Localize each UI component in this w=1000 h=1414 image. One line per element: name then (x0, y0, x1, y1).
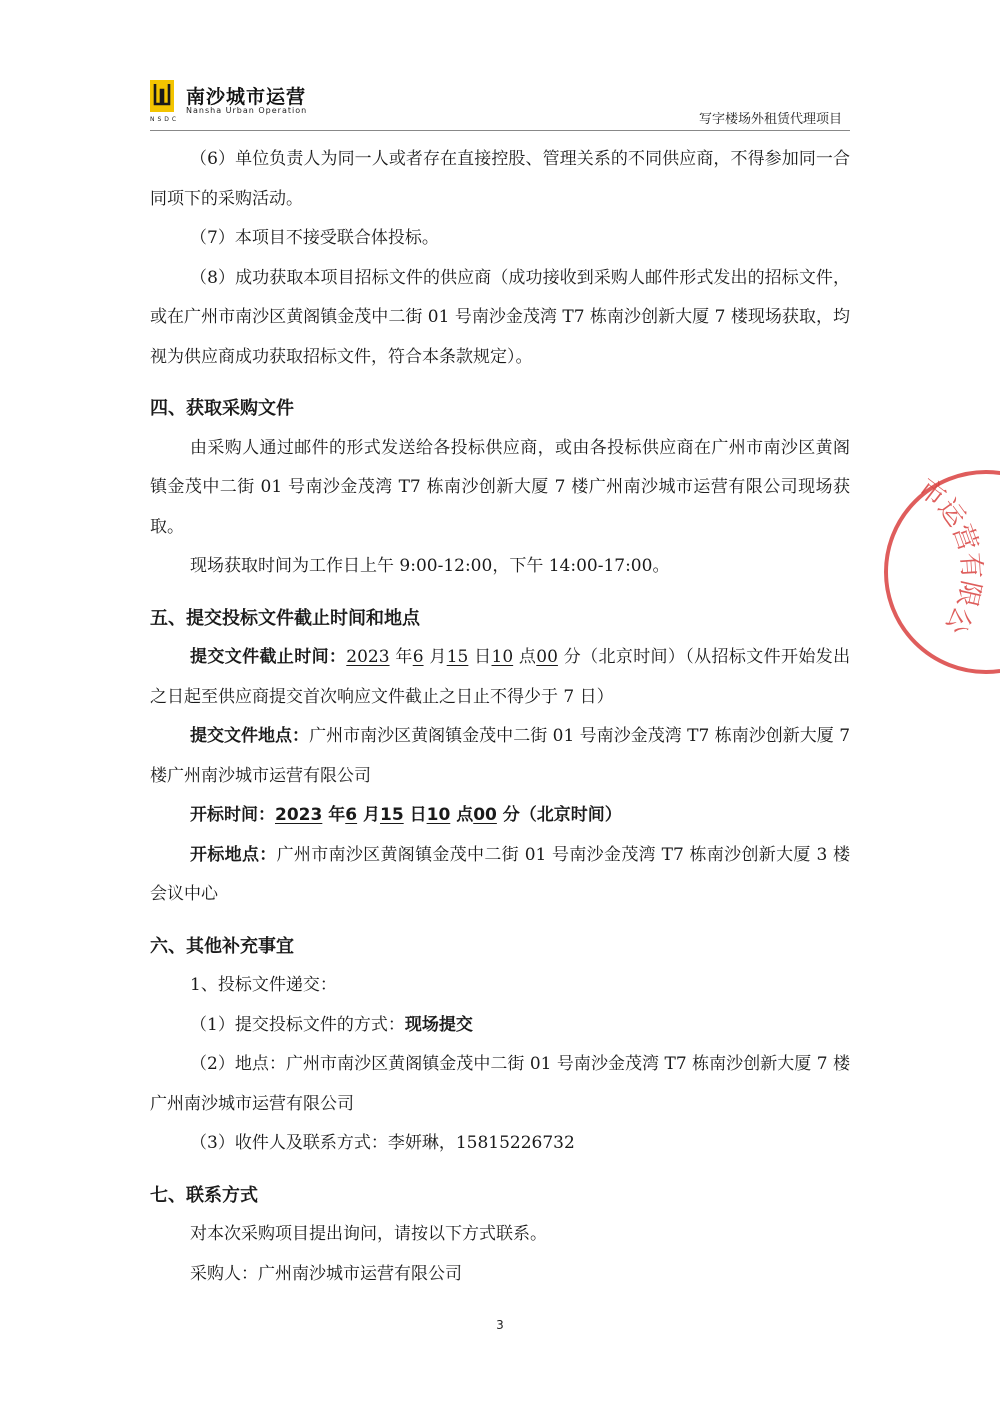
location-paragraph (150, 717, 850, 796)
opening-location-text: 广州市南沙区黄阁镇金茂中二街 01 号南沙金茂湾 T7 栋南沙创新大厦 3 楼会议中心 (150, 844, 850, 904)
deadline-unit-hour: 点 (518, 647, 537, 667)
item-8: （8）成功获取本项目招标文件的供应商（成功接收到采购人邮件形式发出的招标文件，或在广州市南沙区黄阁镇金茂中二街 01 号南沙金茂湾 T7 栋南沙创新大厦 7 楼现场获取，均视为供应商成功获取招标文件，符合本条款规定）。 (150, 267, 850, 367)
deadline-month: 6 (412, 647, 424, 667)
deadline-unit-day: 日 (474, 647, 492, 667)
document-body (150, 140, 850, 1294)
company-seal-stamp (876, 462, 1000, 682)
deadline-tail: （北京时间）（从招标文件开始发出之日起至供应商提交首次响应文件截止之日止不得少于 7 日） (150, 647, 851, 707)
deadline-hour: 10 (491, 647, 514, 667)
item-7: （7）本项目不接受联合体投标。 (190, 228, 439, 248)
section-4-heading: 四、获取采购文件 (150, 398, 294, 419)
section-6-heading: 六、其他补充事宜 (150, 935, 294, 957)
section-7-paragraph-2: 采购人：广州南沙城市运营有限公司 (190, 1263, 462, 1284)
opening-time-paragraph (150, 796, 850, 836)
section-4-paragraph-1: 由采购人通过邮件的形式发送给各投标供应商，或由各投标供应商在广州市南沙区黄阁镇金茂中二街 01 号南沙金茂湾 T7 栋南沙创新大厦 7 楼广州南沙城市运营有限公司现场获取。 (150, 437, 850, 537)
opening-tail: （北京时间） (519, 805, 622, 825)
logo-english-name: Nansha Urban Operation (186, 106, 308, 115)
opening-hour: 10 (426, 805, 451, 825)
section-4-paragraph-2: 现场获取时间为工作日上午 9:00-12:00，下午 14:00-17:00。 (190, 556, 670, 576)
location-text: 广州市南沙区黄阁镇金茂中二街 01 号南沙金茂湾 T7 栋南沙创新大厦 7 楼广州南沙城市运营有限公司 (150, 726, 851, 786)
opening-minute: 00 (473, 805, 497, 825)
page-number: 3 (496, 1318, 504, 1332)
section-6-item-1: 1、投标文件递交： (190, 975, 337, 995)
opening-day: 15 (380, 805, 404, 825)
submission-method-prefix: （1）提交投标文件的方式： (190, 1014, 405, 1035)
deadline-unit-year: 年 (395, 647, 413, 667)
submission-method-value: 现场提交 (404, 1014, 473, 1035)
logo-abbreviation: NSDC (150, 116, 180, 123)
section-7-heading: 七、联系方式 (150, 1184, 258, 1206)
deadline-label: 提交文件截止时间： (190, 647, 347, 667)
header-divider (150, 130, 850, 131)
opening-unit-day: 日 (409, 805, 427, 825)
opening-location-paragraph (150, 836, 850, 915)
item-6: （6）单位负责人为同一人或者存在直接控股、管理关系的不同供应商，不得参加同一合同项下的采购活动。 (150, 149, 850, 209)
opening-unit-year: 年 (328, 805, 346, 825)
nsdc-logo-icon (150, 80, 174, 112)
deadline-unit-month: 月 (429, 647, 447, 667)
deadline-minute: 00 (536, 647, 558, 667)
section-6-item-1-2: （2）地点：广州市南沙区黄阁镇金茂中二街 01 号南沙金茂湾 T7 栋南沙创新大厦 7 楼广州南沙城市运营有限公司 (150, 1054, 850, 1114)
deadline-day: 15 (446, 647, 469, 667)
opening-month: 6 (345, 805, 358, 825)
section-6-item-1-3: （3）收件人及联系方式：李妍琳，15815226732 (190, 1133, 575, 1153)
svg-text:市运营有限公 (912, 473, 986, 639)
deadline-paragraph (150, 638, 850, 717)
deadline-year: 2023 (346, 647, 390, 667)
opening-unit-minute: 分 (502, 805, 520, 825)
deadline-unit-minute: 分 (563, 647, 582, 667)
opening-location-label: 开标地点： (190, 844, 277, 865)
opening-unit-month: 月 (363, 805, 381, 825)
section-7-paragraph-1: 对本次采购项目提出询问，请按以下方式联系。 (190, 1224, 547, 1244)
opening-label: 开标时间： (190, 805, 275, 825)
opening-year: 2023 (275, 805, 323, 825)
location-label: 提交文件地点： (190, 726, 310, 746)
seal-text: 市运营有限公 (912, 473, 987, 639)
opening-unit-hour: 点 (456, 805, 474, 825)
section-6-item-1-1 (150, 1006, 850, 1046)
project-title: 写字楼场外租赁代理项目 (698, 112, 842, 127)
page-header (150, 78, 850, 128)
logo-text: 南沙城市运营 (186, 86, 307, 108)
section-5-heading: 五、提交投标文件截止时间和地点 (150, 607, 420, 629)
